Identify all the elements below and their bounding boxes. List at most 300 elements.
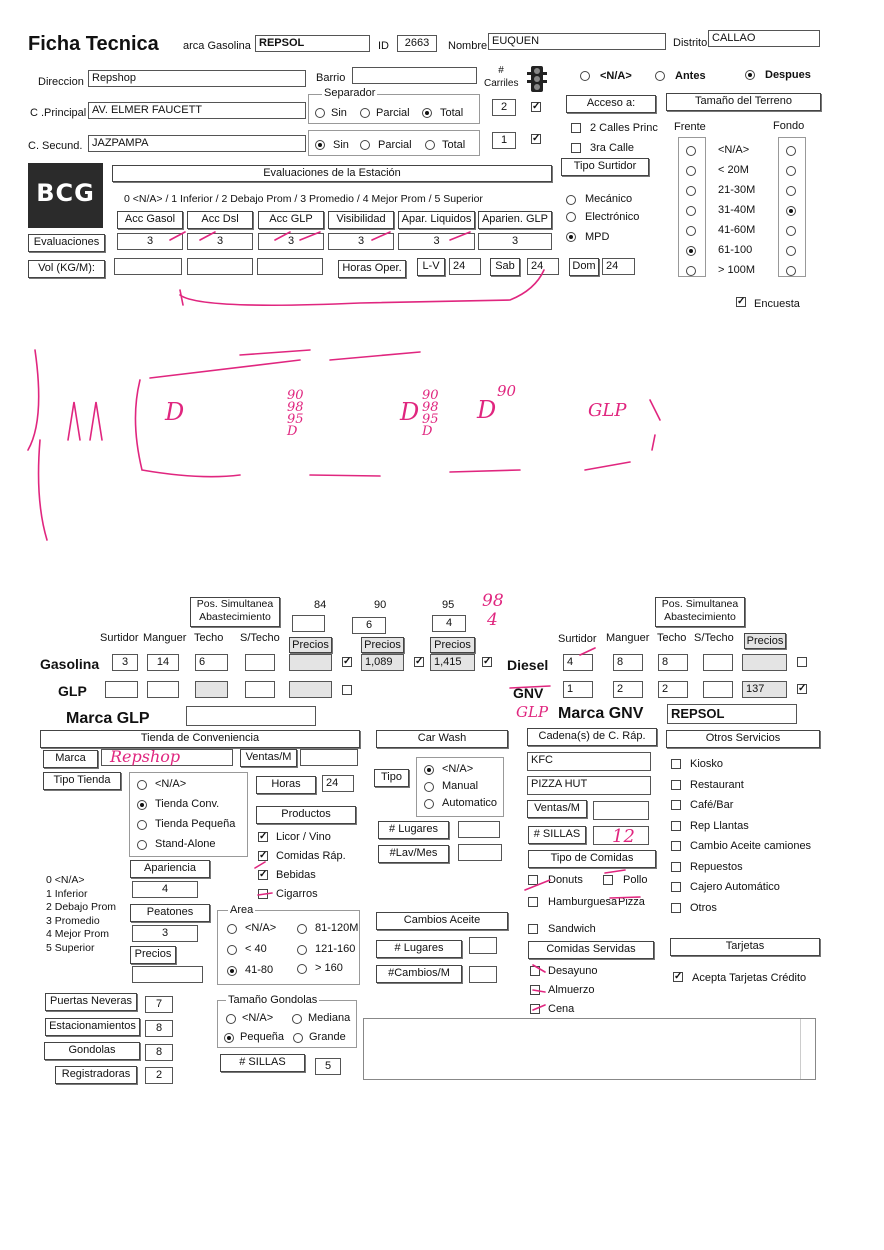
tercera-calle-checkbox[interactable] xyxy=(571,143,581,153)
surtidor-mecanico-label: Mecánico xyxy=(585,193,633,205)
producto-label-3: Cigarros xyxy=(276,888,318,900)
distrito-label: Distrito xyxy=(673,37,708,49)
eval-value-0[interactable]: 3 xyxy=(117,233,183,250)
eval-value-4[interactable]: 3 xyxy=(398,233,475,250)
carriles1-field[interactable]: 2 xyxy=(492,99,516,116)
carriles-label: # Carriles xyxy=(484,65,519,89)
carwash-tipo-label: Tipo xyxy=(374,769,409,787)
sep1-sin-radio[interactable] xyxy=(315,108,325,118)
glp-stecho[interactable] xyxy=(245,681,275,698)
glp-checkbox[interactable] xyxy=(342,685,352,695)
otros-checkbox-6[interactable] xyxy=(671,882,681,892)
servida-label-1: Almuerzo xyxy=(548,984,595,996)
scale-item-5: 5 Superior xyxy=(46,941,95,954)
otros-label-5: Repuestos xyxy=(690,860,743,873)
carriles1-checkbox[interactable]: ✓ xyxy=(532,101,541,112)
calle-secundaria-field[interactable]: JAZPAMPA xyxy=(88,135,306,152)
calle-principal-label: C .Principal xyxy=(30,107,87,119)
acepta-tarjetas-checkbox[interactable]: ✓ xyxy=(674,971,683,982)
precios-95-label: Precios xyxy=(430,637,475,653)
ink-right-strokes xyxy=(650,400,660,450)
vol-field-2[interactable] xyxy=(187,258,253,275)
apariencia-label: Apariencia xyxy=(130,860,210,878)
tienda-marca-label: Marca xyxy=(43,750,98,768)
ink-top-strokes xyxy=(150,350,420,378)
horas-label: Horas xyxy=(256,776,316,794)
page-title: Ficha Tecnica xyxy=(28,33,159,55)
scale-item-3: 3 Promedio xyxy=(46,914,100,927)
carwash-option-1: Manual xyxy=(442,780,479,792)
barrio-field[interactable] xyxy=(352,67,477,84)
id-field[interactable]: 2663 xyxy=(397,35,437,52)
sep2-sin-label: Sin xyxy=(333,139,349,151)
tienda-ventas-label: Ventas/M xyxy=(240,749,297,767)
otros-servicios-title: Otros Servicios xyxy=(666,730,820,748)
tipo-tienda-option-3: Stand-Alone xyxy=(155,838,216,850)
cadena-item-1[interactable]: KFC xyxy=(527,752,651,771)
producto-label-1: Comidas Ráp. xyxy=(276,850,346,862)
carwash-option-2: Automatico xyxy=(442,797,498,809)
peatones-field[interactable]: 3 xyxy=(132,925,198,942)
area-radio-5[interactable] xyxy=(297,964,307,974)
surtidor-electronico-radio[interactable] xyxy=(566,212,576,222)
puertas-label: Puertas Neveras xyxy=(45,993,137,1011)
ink-bottom-strokes xyxy=(135,380,630,477)
glp-manguer[interactable] xyxy=(147,681,179,698)
hw-note-1: D xyxy=(165,398,185,426)
fondo-radio-2[interactable] xyxy=(786,186,796,196)
gnv-techo[interactable]: 2 xyxy=(658,681,688,698)
marca-glp-field[interactable] xyxy=(186,706,316,726)
surtidor-mpd-label: MPD xyxy=(585,231,610,243)
servida-checkbox-2[interactable] xyxy=(530,1004,540,1014)
terreno-size-label-0: <N/A> xyxy=(718,144,750,156)
hw-4: 4 xyxy=(487,610,498,630)
fondo-radio-3[interactable] xyxy=(786,206,796,216)
productos-label: Productos xyxy=(256,806,356,824)
gas-col-surtidor: Surtidor xyxy=(100,632,139,644)
cambios-mes-label: #Cambios/M xyxy=(376,965,462,983)
area-label: Area xyxy=(230,904,254,916)
terreno-size-label-4: 41-60M xyxy=(718,224,756,236)
hw-note-5: D xyxy=(400,398,420,426)
status-antes-label: Antes xyxy=(675,70,706,82)
eval-header-0: Acc Gasol xyxy=(117,211,183,229)
direccion-label: Direccion xyxy=(38,76,84,88)
diesel-manguer[interactable]: 8 xyxy=(613,654,643,671)
encuesta-checkbox[interactable]: ✓ xyxy=(737,296,746,307)
barrio-label: Barrio xyxy=(316,72,346,84)
gasolina-techo[interactable]: 6 xyxy=(195,654,228,671)
tamano-terreno-button[interactable]: Tamaño del Terreno xyxy=(666,93,821,111)
sep2-total-radio[interactable] xyxy=(425,140,435,150)
gasolina-precio-84[interactable] xyxy=(289,654,332,671)
tercera-calle-label: 3ra Calle xyxy=(590,142,635,154)
otros-label-3: Rep Llantas xyxy=(690,819,749,832)
status-antes-radio[interactable] xyxy=(655,71,665,81)
fondo-radio-1[interactable] xyxy=(786,166,796,176)
tienda-precios-field[interactable] xyxy=(132,966,203,983)
eval-value-3[interactable]: 3 xyxy=(328,233,394,250)
terreno-size-label-5: 61-100 xyxy=(718,244,753,256)
encuesta-label: Encuesta xyxy=(754,298,800,310)
area-radio-4[interactable] xyxy=(227,966,237,976)
producto-checkbox-3[interactable] xyxy=(258,889,268,899)
cadena-item-2[interactable]: PIZZA HUT xyxy=(527,776,651,795)
glp-label: GLP xyxy=(58,683,87,699)
gas-col-manguer: Manguer xyxy=(143,632,187,644)
area-option-5: > 160 xyxy=(315,962,343,974)
otros-checkbox-1[interactable] xyxy=(671,780,681,790)
sep2-parcial-label: Parcial xyxy=(378,139,412,151)
diesel-checkbox[interactable] xyxy=(797,657,807,667)
fondo-radio-0[interactable] xyxy=(786,146,796,156)
scale-item-2: 2 Debajo Prom xyxy=(46,901,117,913)
tipo-comidas-label: Tipo de Comidas xyxy=(528,850,656,868)
area-radio-2[interactable] xyxy=(227,945,237,955)
comidas-servidas-label: Comidas Servidas xyxy=(528,941,654,959)
gondola-size-option-3: Grande xyxy=(309,1031,346,1043)
servida-checkbox-1[interactable] xyxy=(530,985,540,995)
scale-item-4: 4 Mejor Prom xyxy=(46,928,110,940)
glp-surtidor[interactable] xyxy=(105,681,138,698)
frente-radio-0[interactable] xyxy=(686,146,696,156)
otros-label-7: Otros xyxy=(690,901,717,914)
tipo-surtidor-button[interactable]: Tipo Surtidor xyxy=(561,158,649,176)
area-option-4: 41-80 xyxy=(245,964,274,976)
servida-label-0: Desayuno xyxy=(548,965,598,977)
comida-checkbox-2[interactable] xyxy=(528,897,538,907)
tipo-tienda-radio-3[interactable] xyxy=(137,840,147,850)
frente-label: Frente xyxy=(674,121,706,133)
eval-header-5: Aparien. GLP xyxy=(478,211,552,229)
notes-scrollbar[interactable] xyxy=(800,1019,815,1079)
gondola-size-radio-0[interactable] xyxy=(226,1014,236,1024)
frente-radio-5[interactable] xyxy=(686,246,696,256)
tienda-sillas-field[interactable]: 5 xyxy=(315,1058,341,1075)
surtidor-mecanico-radio[interactable] xyxy=(566,195,576,205)
gondola-size-option-1: Mediana xyxy=(308,1012,351,1024)
registradoras-field[interactable]: 2 xyxy=(145,1067,173,1084)
area-radio-0[interactable] xyxy=(227,924,237,934)
acepta-tarjetas-label: Acepta Tarjetas Crédito xyxy=(692,972,807,984)
marca-gnv-field[interactable]: REPSOL xyxy=(667,704,797,724)
fondo-radio-5[interactable] xyxy=(786,246,796,256)
estacionamientos-field[interactable]: 8 xyxy=(145,1020,173,1037)
ink-tick xyxy=(180,290,183,305)
comida-label-2: Hamburguesa xyxy=(548,896,618,908)
sep1-total-label: Total xyxy=(440,107,464,119)
traffic-light-icon xyxy=(527,66,547,92)
eval-value-5[interactable]: 3 xyxy=(478,233,552,250)
gondola-size-radio-2[interactable] xyxy=(224,1033,234,1043)
separador-label: Separador xyxy=(324,87,376,99)
sep2-total-label: Total xyxy=(442,139,466,151)
ink-left-curve xyxy=(28,350,47,540)
cadena-title: Cadena(s) de C. Ráp. xyxy=(527,728,657,746)
terreno-size-label-1: < 20M xyxy=(718,164,749,176)
estacionamientos-label: Estacionamientos xyxy=(45,1018,140,1036)
tienda-sillas-label: # SILLAS xyxy=(220,1054,305,1072)
dos-calles-label: 2 Calles Princ xyxy=(590,122,658,134)
gasolina-precio-90[interactable]: 1,089 xyxy=(361,654,404,671)
comida-label-0: Donuts xyxy=(548,874,583,886)
gasolina-90-checkbox[interactable]: ✓ xyxy=(415,656,424,667)
comida-checkbox-4[interactable] xyxy=(528,924,538,934)
diesel-stecho[interactable] xyxy=(703,654,733,671)
carriles2-checkbox[interactable]: ✓ xyxy=(532,133,541,144)
otros-label-6: Cajero Automático xyxy=(690,881,780,893)
area-radio-1[interactable] xyxy=(297,924,307,934)
frente-radio-1[interactable] xyxy=(686,166,696,176)
status-despues-label: Despues xyxy=(765,69,811,81)
gondolas-label: Gondolas xyxy=(44,1042,140,1060)
gondola-size-radio-1[interactable] xyxy=(292,1014,302,1024)
area-option-2: < 40 xyxy=(245,943,267,955)
apariencia-field[interactable]: 4 xyxy=(132,881,198,898)
fondo-label: Fondo xyxy=(773,120,805,132)
scale-item-1: 1 Inferior xyxy=(46,887,88,900)
hw-note-2: 90 98 95 D xyxy=(287,388,304,439)
area-option-0: <N/A> xyxy=(245,922,277,934)
otros-checkbox-7[interactable] xyxy=(671,903,681,913)
frente-radio-2[interactable] xyxy=(686,186,696,196)
evaluaciones-title: Evaluaciones de la Estación xyxy=(112,165,552,182)
acceso-button[interactable]: Acceso a: xyxy=(566,95,656,113)
producto-checkbox-1[interactable]: ✓ xyxy=(259,850,268,861)
tienda-precios-label: Precios xyxy=(130,946,176,964)
nombre-field[interactable]: EUQUEN xyxy=(488,33,666,50)
dos-calles-checkbox[interactable] xyxy=(571,123,581,133)
vol-label: Vol (KG/M): xyxy=(28,260,105,278)
horas-oper-button[interactable]: Horas Oper. xyxy=(338,260,406,278)
tipo-tienda-label: Tipo Tienda xyxy=(43,772,121,790)
sab-field[interactable]: 24 xyxy=(527,258,559,275)
status-na-label: <N/A> xyxy=(600,70,632,82)
glp-precio[interactable] xyxy=(289,681,332,698)
gnv-precio[interactable]: 137 xyxy=(742,681,787,698)
carwash-radio-2[interactable] xyxy=(424,799,434,809)
gasolina-label: Gasolina xyxy=(40,656,100,672)
otros-checkbox-3[interactable] xyxy=(671,821,681,831)
gasolina-95-checkbox[interactable]: ✓ xyxy=(483,656,492,667)
status-despues-radio[interactable] xyxy=(745,70,755,80)
gondola-size-option-2: Pequeña xyxy=(240,1031,285,1043)
servida-label-2: Cena xyxy=(548,1003,575,1015)
gas-col-techo: Techo xyxy=(194,632,224,644)
otros-label-1: Restaurant xyxy=(690,778,744,791)
dsl-col-surtidor: Surtidor xyxy=(558,633,597,645)
cadena-sillas-label: # SILLAS xyxy=(528,826,586,844)
gnv-stecho[interactable] xyxy=(703,681,733,698)
evaluaciones-row-label: Evaluaciones xyxy=(28,234,105,252)
gasolina-84-checkbox[interactable]: ✓ xyxy=(343,656,352,667)
dom-field[interactable]: 24 xyxy=(602,258,635,275)
distrito-field[interactable]: CALLAO xyxy=(708,30,820,47)
marca-gasolina-label: arca Gasolina xyxy=(183,40,251,52)
cambios-lugares-field[interactable] xyxy=(469,937,497,954)
carwash-option-0: <N/A> xyxy=(442,763,474,775)
comida-label-1: Pollo xyxy=(623,874,648,886)
marca-gasolina-field[interactable]: REPSOL xyxy=(255,35,370,52)
gondola-size-radio-3[interactable] xyxy=(293,1033,303,1043)
logo-text: BCG xyxy=(36,179,95,207)
octane-95-count[interactable]: 4 xyxy=(432,615,466,632)
horas-field[interactable]: 24 xyxy=(322,775,354,792)
evaluaciones-scale: 0 <N/A> / 1 Inferior / 2 Debajo Prom / 3 Promedio / 4 Mejor Prom / 5 Superior xyxy=(124,193,483,205)
carwash-lugares-field[interactable] xyxy=(458,821,500,838)
sab-label: Sab xyxy=(490,258,520,276)
puertas-field[interactable]: 7 xyxy=(145,996,173,1013)
eval-value-2[interactable]: 3 xyxy=(258,233,324,250)
otros-checkbox-5[interactable] xyxy=(671,862,681,872)
cadena-ventas-field[interactable] xyxy=(593,801,649,820)
precios-90-label: Precios xyxy=(361,637,404,653)
precios-84-label: Precios xyxy=(289,637,332,653)
gasolina-precio-95[interactable]: 1,415 xyxy=(430,654,475,671)
comida-label-3: Pizza xyxy=(618,896,645,908)
cambios-mes-field[interactable] xyxy=(469,966,497,983)
producto-checkbox-0[interactable]: ✓ xyxy=(259,831,268,842)
gas-col-stecho: S/Techo xyxy=(240,632,280,644)
hw-98: 98 xyxy=(482,591,504,611)
tipo-tienda-radio-0[interactable] xyxy=(137,780,147,790)
frente-radio-4[interactable] xyxy=(686,226,696,236)
diesel-label: Diesel xyxy=(507,657,549,673)
gnv-manguer[interactable]: 2 xyxy=(613,681,643,698)
sep1-sin-label: Sin xyxy=(331,107,347,119)
direccion-field[interactable]: Repshop xyxy=(88,70,306,87)
gasolina-surtidor[interactable]: 3 xyxy=(112,654,138,671)
sep1-parcial-radio[interactable] xyxy=(360,108,370,118)
hw-note-7: GLP xyxy=(588,400,627,421)
gondolas-field[interactable]: 8 xyxy=(145,1044,173,1061)
fondo-radio-6[interactable] xyxy=(786,266,796,276)
surtidor-electronico-label: Electrónico xyxy=(585,211,640,223)
gasolina-stecho[interactable] xyxy=(245,654,275,671)
producto-checkbox-2[interactable]: ✓ xyxy=(259,869,268,880)
diesel-surtidor[interactable]: 4 xyxy=(563,654,593,671)
terreno-size-label-2: 21-30M xyxy=(718,184,756,196)
vol-field-1[interactable] xyxy=(114,258,182,275)
frente-radio-6[interactable] xyxy=(686,266,696,276)
gasolina-manguer[interactable]: 14 xyxy=(147,654,179,671)
carwash-lavmes-field[interactable] xyxy=(458,844,502,861)
notes-textarea[interactable] xyxy=(363,1018,816,1080)
tipo-tienda-option-1: Tienda Conv. xyxy=(155,798,220,810)
dsl-col-stecho: S/Techo xyxy=(694,632,734,644)
carwash-radio-0[interactable] xyxy=(424,765,434,775)
octane-95-label: 95 xyxy=(442,599,455,611)
otros-label-2: Café/Bar xyxy=(690,799,734,811)
terreno-size-label-6: > 100M xyxy=(718,264,755,276)
dsl-col-techo: Techo xyxy=(657,632,687,644)
eval-header-1: Acc Dsl xyxy=(187,211,253,229)
gnv-checkbox[interactable]: ✓ xyxy=(798,683,807,694)
peatones-label: Peatones xyxy=(130,904,210,922)
carriles2-field[interactable]: 1 xyxy=(492,132,516,149)
surtidor-mpd-radio[interactable] xyxy=(566,232,576,242)
area-radio-3[interactable] xyxy=(297,945,307,955)
carwash-radio-1[interactable] xyxy=(424,782,434,792)
lv-label: L-V xyxy=(417,258,445,276)
eval-value-1[interactable]: 3 xyxy=(187,233,253,250)
status-na-radio[interactable] xyxy=(580,71,590,81)
hw-12: 12 xyxy=(612,826,635,847)
carwash-lugares-label: # Lugares xyxy=(378,821,449,839)
tienda-ventas-field[interactable] xyxy=(300,749,358,766)
pos-simultanea-gas: Pos. Simultanea Abastecimiento xyxy=(190,597,280,627)
vol-field-3[interactable] xyxy=(257,258,323,275)
otros-checkbox-4[interactable] xyxy=(671,841,681,851)
tipo-tienda-option-2: Tienda Pequeña xyxy=(155,818,236,830)
bcg-logo xyxy=(28,163,103,228)
otros-label-4: Cambio Aceite camiones xyxy=(690,840,812,852)
precios-diesel-label: Precios xyxy=(744,633,786,649)
hw-note-4: 90 xyxy=(497,382,517,400)
carwash-title: Car Wash xyxy=(376,730,508,748)
cadena-ventas-label: Ventas/M xyxy=(527,800,587,818)
sep2-parcial-radio[interactable] xyxy=(360,140,370,150)
frente-radio-3[interactable] xyxy=(686,206,696,216)
sep1-total-radio[interactable] xyxy=(422,108,432,118)
comida-label-4: Sandwich xyxy=(548,923,596,935)
gnv-label: GNV xyxy=(513,685,544,701)
registradoras-label: Registradoras xyxy=(55,1066,137,1084)
octane-90-count[interactable]: 6 xyxy=(352,617,386,634)
producto-label-2: Bebidas xyxy=(276,869,316,881)
lv-field[interactable]: 24 xyxy=(449,258,481,275)
producto-label-0: Licor / Vino xyxy=(276,831,331,843)
calle-principal-field[interactable]: AV. ELMER FAUCETT xyxy=(88,102,306,119)
octane-84-count[interactable] xyxy=(292,615,325,632)
gondola-size-option-0: <N/A> xyxy=(242,1012,274,1024)
sep1-parcial-label: Parcial xyxy=(376,107,410,119)
hw-glp: GLP xyxy=(516,703,549,721)
pos-simultanea-diesel: Pos. Simultanea Abastecimiento xyxy=(655,597,745,627)
marca-gnv-label: Marca GNV xyxy=(558,705,644,722)
octane-84-label: 84 xyxy=(314,599,327,611)
hw-note-3: 90 98 95 D xyxy=(422,388,439,439)
cambios-aceite-title: Cambios Aceite xyxy=(376,912,508,930)
tipo-tienda-radio-2[interactable] xyxy=(137,820,147,830)
area-option-3: 121-160 xyxy=(315,943,356,955)
tipo-tienda-radio-1[interactable] xyxy=(137,800,147,810)
comida-checkbox-1[interactable] xyxy=(603,875,613,885)
otros-checkbox-0[interactable] xyxy=(671,759,681,769)
tamano-gondolas-label: Tamaño Gondolas xyxy=(228,994,318,1006)
area-option-1: 81-120M xyxy=(315,922,359,934)
tarjetas-title: Tarjetas xyxy=(670,938,820,956)
tipo-tienda-option-0: <N/A> xyxy=(155,778,187,790)
sep2-sin-radio[interactable] xyxy=(315,140,325,150)
comida-checkbox-0[interactable] xyxy=(528,875,538,885)
dsl-col-manguer: Manguer xyxy=(606,632,650,644)
nombre-label: Nombre xyxy=(448,40,488,52)
gnv-surtidor[interactable]: 1 xyxy=(563,681,593,698)
diesel-techo[interactable]: 8 xyxy=(658,654,688,671)
diesel-precio[interactable] xyxy=(742,654,787,671)
glp-techo[interactable] xyxy=(195,681,228,698)
calle-secundaria-label: C. Secund. xyxy=(28,140,83,152)
fondo-radio-4[interactable] xyxy=(786,226,796,236)
carwash-lavmes-label: #Lav/Mes xyxy=(378,845,449,863)
eval-header-4: Apar. Liquidos xyxy=(398,211,475,229)
otros-checkbox-2[interactable] xyxy=(671,800,681,810)
scale-item-0: 0 <N/A> xyxy=(46,874,85,886)
servida-checkbox-0[interactable] xyxy=(530,966,540,976)
terreno-size-label-3: 31-40M xyxy=(718,204,756,216)
